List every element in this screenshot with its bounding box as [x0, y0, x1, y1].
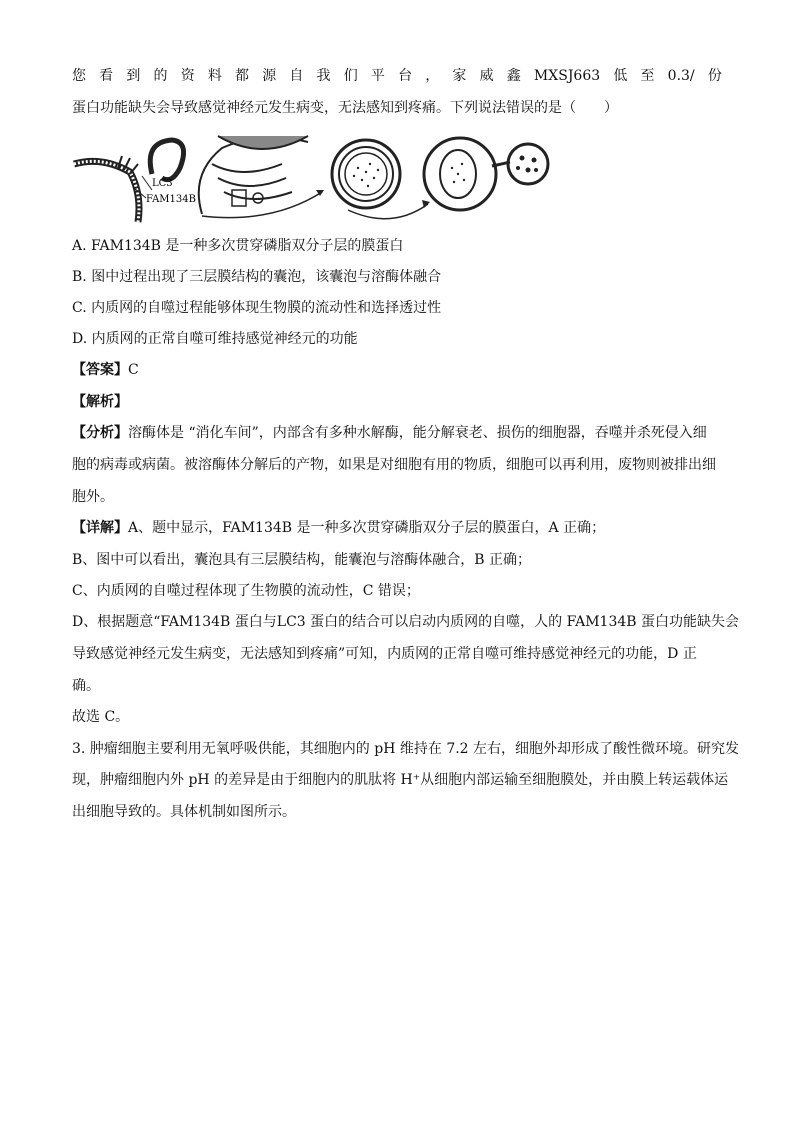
detail-line-d3: 确。: [72, 678, 100, 694]
xiangjie-text-a: A、题中显示，FAM134B 是一种多次贯穿磷脂双分子层的膜蛋白，A 正确；: [128, 520, 606, 536]
detail-line-d1: D、根据题意“FAM134B 蛋白与LC3 蛋白的结合可以启动内质网的自噬，人的 FAM134B 蛋白功能缺失会: [72, 614, 740, 630]
watermark-token: 鑫: [506, 68, 521, 84]
analysis-tag: 【解析】: [72, 394, 128, 410]
watermark-token: 至: [640, 68, 655, 84]
watermark-line: [72, 66, 722, 86]
er-folds: [212, 164, 292, 199]
lc3-curve: [150, 140, 183, 180]
autophagy-figure: [72, 134, 550, 224]
option-d: D. 内质网的正常自噬可维持感觉神经元的功能: [72, 331, 358, 347]
fenxi-line-1: [72, 423, 722, 443]
watermark-token: 们: [343, 68, 358, 84]
lc3-pointer: [142, 176, 152, 190]
lysosome: [508, 144, 548, 184]
label-lc3: LC3: [152, 178, 173, 189]
xiangjie-tag: 【详解】: [72, 520, 128, 536]
watermark-token: 自: [289, 68, 304, 84]
watermark-token: 平: [370, 68, 385, 84]
watermark-token: 威: [479, 68, 494, 84]
q3-line-3: 出细胞导致的。具体机制如图所示。: [72, 804, 296, 820]
watermark-token: 家: [452, 68, 467, 84]
conclusion-line: 故选 C。: [72, 709, 130, 725]
fenxi-tag: 【分析】: [72, 425, 128, 441]
detail-line-d2: 导致感觉神经元发生病变，无法感知到疼痛”可知，内质网的正常自噬可维持感觉神经元的功能，D 正: [72, 646, 697, 662]
er-membrane-inner: [74, 161, 139, 222]
watermark-token: 我: [316, 68, 331, 84]
option-b: B. 图中过程出现了三层膜结构的囊泡，该囊泡与溶酶体融合: [72, 269, 442, 285]
watermark-token: MXSJ663: [533, 68, 601, 84]
watermark-token: 低: [613, 68, 628, 84]
autolysosome-outer: [424, 138, 496, 210]
autophagosome-outer: [332, 140, 400, 208]
question-stem: 蛋白功能缺失会导致感觉神经元发生病变，无法感知到疼痛。下列说法错误的是（ ）: [72, 100, 618, 116]
watermark-token: 都: [235, 68, 250, 84]
watermark-token: 料: [207, 68, 222, 84]
label-fam134b: FAM134B: [146, 194, 196, 205]
watermark-token: 0.3/: [667, 68, 695, 84]
detail-line-b: B、图中可以看出，囊泡具有三层膜结构，能囊泡与溶酶体融合，B 正确；: [72, 552, 532, 568]
answer-tag: 【答案】: [72, 362, 128, 378]
q3-line-1: 3. 肿瘤细胞主要利用无氧呼吸供能，其细胞内的 pH 维持在 7.2 左右，细胞外却形成了酸性微环境。研究发: [72, 741, 740, 757]
detail-line-c: C、内质网的自噬过程体现了生物膜的流动性，C 错误；: [72, 583, 420, 599]
watermark-token: 台: [398, 68, 413, 84]
option-a: A. FAM134B 是一种多次贯穿磷脂双分子层的膜蛋白: [72, 238, 404, 254]
autophagosome-contents: [353, 163, 379, 187]
lysosome-contents: [516, 156, 538, 173]
watermark-token: 的: [153, 68, 168, 84]
autolysosome-contents: [451, 163, 465, 183]
watermark-token: ，: [425, 68, 440, 84]
answer-value: C: [128, 362, 139, 378]
answer-line: [72, 360, 722, 380]
watermark-token: 源: [262, 68, 277, 84]
watermark-token: 到: [126, 68, 141, 84]
fenxi-text-1: 溶酶体是 “消化车间”，内部含有多种水解酶，能分解衰老、损伤的细胞器，吞噬并杀死侵入细: [128, 425, 707, 441]
option-c: C. 内质网的自噬过程能够体现生物膜的流动性和选择透过性: [72, 300, 442, 316]
fenxi-line-3: 胞外。: [72, 489, 114, 505]
watermark-token: 您: [72, 68, 86, 84]
autophagosome-inner: [345, 153, 387, 195]
autophagosome-middle: [339, 147, 393, 201]
watermark-token: 份: [707, 68, 722, 84]
analysis-heading: [72, 392, 722, 412]
xiangjie-line-1: [72, 518, 722, 538]
nucleus: [218, 136, 308, 149]
fenxi-line-2: 胞的病毒或病菌。被溶酶体分解后的产物，如果是对细胞有用的物质，细胞可以再利用，废物则被排出细: [72, 457, 716, 473]
watermark-token: 资: [180, 68, 195, 84]
watermark-token: 看: [99, 68, 114, 84]
q3-line-2: 现，肿瘤细胞内外 pH 的差异是由于细胞内的肌肽将 H⁺从细胞内部运输至细胞膜处，并由膜上转运载体运: [72, 772, 729, 788]
